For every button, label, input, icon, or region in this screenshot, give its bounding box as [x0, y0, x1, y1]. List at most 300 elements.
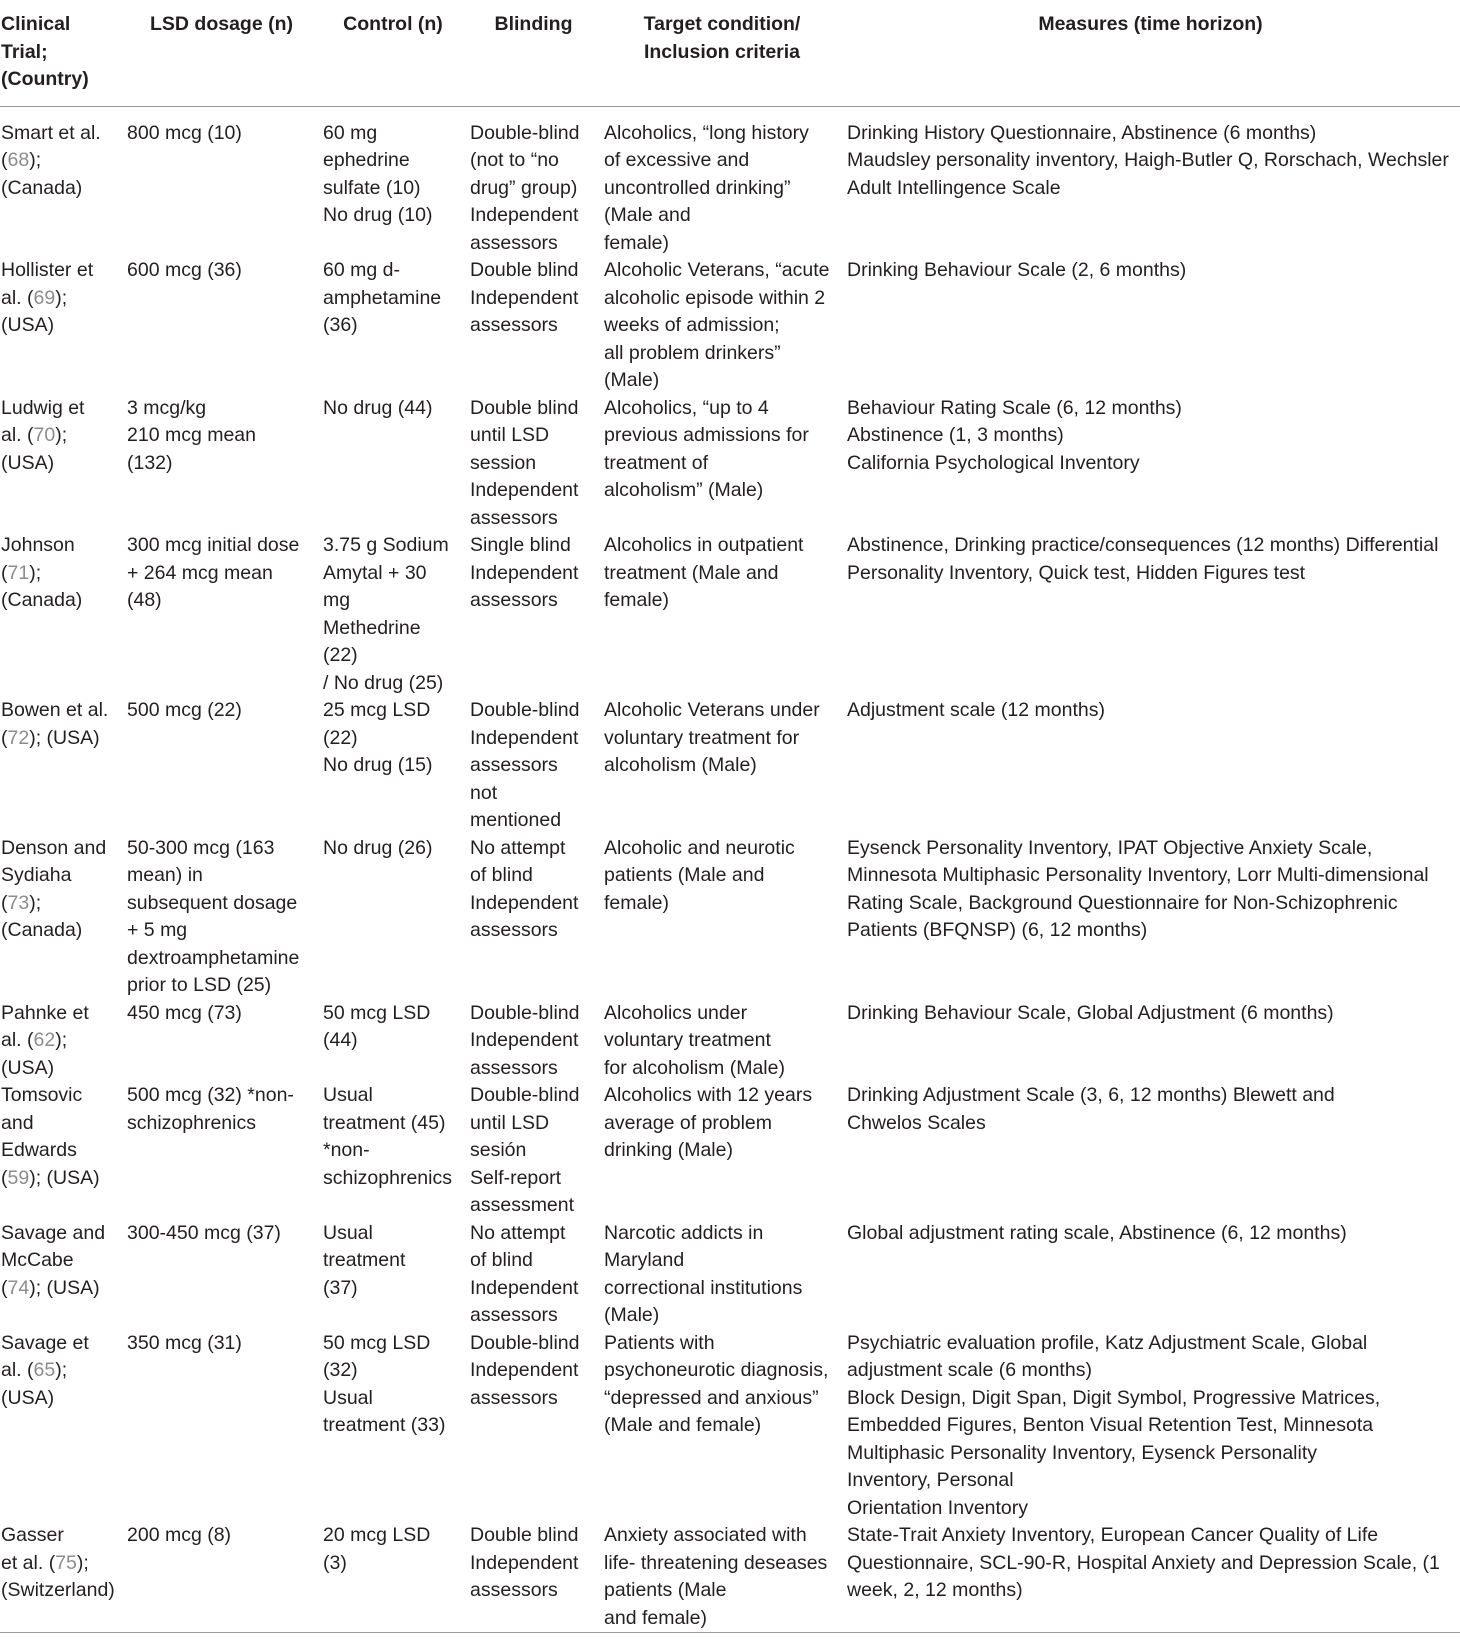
cell-line: (Male and female) [604, 1414, 762, 1436]
table-row [0, 697, 1460, 835]
cell-line: Double-blind [470, 699, 580, 721]
header-lsd-dosage [126, 0, 322, 106]
cell-lsd-dosage [126, 106, 322, 257]
trial-reference-line [1, 890, 122, 918]
cell-line: Drinking History Questionnaire, Abstinence (6 months) [847, 121, 1317, 144]
reference-text: ( [1, 149, 8, 171]
reference-text: ); [76, 1551, 89, 1574]
table-row [0, 835, 1460, 1000]
cell-line: life- threatening deseases [604, 1551, 828, 1574]
cell-line: 500 mcg (32) *non- [127, 1084, 294, 1106]
cell-line: assessors [470, 1579, 558, 1601]
cell-target-condition [603, 1000, 846, 1083]
cell-line: dextroamphetamine [127, 946, 300, 969]
table-header [0, 0, 1460, 106]
cell-line: Bowen et al. [1, 699, 109, 721]
cell-clinical-trial [0, 257, 126, 395]
cell-line: assessors [470, 506, 558, 529]
cell-line: Inventory, Personal [847, 1469, 1014, 1491]
cell-line: (USA) [1, 451, 55, 474]
cell-line: Independent [470, 1359, 579, 1381]
cell-clinical-trial [0, 395, 126, 533]
trial-reference-line [1, 285, 122, 313]
cell-line: (USA) [1, 1386, 55, 1409]
cell-measures [846, 532, 1460, 697]
cell-line: Denson and [1, 836, 107, 859]
cell-clinical-trial [0, 106, 126, 257]
cell-line: drinking (Male) [604, 1139, 733, 1161]
cell-line: 350 mcg (31) [127, 1331, 242, 1354]
cell-control [322, 1522, 469, 1633]
cell-line: assessment [470, 1194, 575, 1216]
cell-line: *non- [323, 1139, 370, 1161]
cell-line: all problem drinkers” [604, 341, 781, 364]
reference-text: al. ( [1, 424, 34, 446]
reference-text: ( [1, 1166, 8, 1189]
reference-text: al. ( [1, 1359, 34, 1381]
trial-reference-line [1, 1550, 122, 1578]
cell-line: of blind [470, 864, 533, 886]
cell-line: assessors [470, 754, 558, 776]
cell-line: Independent [470, 726, 579, 749]
cell-blinding [469, 1000, 603, 1083]
cell-line: assessors [470, 919, 558, 941]
cell-clinical-trial [0, 1522, 126, 1633]
cell-line: Usual [323, 1084, 373, 1106]
cell-line: Abstinence, Drinking practice/consequences (12 months) Differential [847, 534, 1439, 556]
cell-line: Self-report [470, 1166, 562, 1189]
header-row [0, 0, 1460, 106]
reference-number[interactable]: 74 [7, 1276, 30, 1299]
reference-text: ); [55, 1029, 68, 1051]
cell-line: Alcoholics with 12 years [604, 1084, 813, 1106]
reference-number[interactable]: 59 [7, 1166, 30, 1189]
cell-line: Alcoholic Veterans, “acute [604, 259, 830, 281]
cell-line: assessors [470, 1056, 558, 1079]
reference-text: ); (USA) [29, 726, 100, 749]
cell-line: week, 2, 12 months) [847, 1579, 1023, 1601]
cell-line: 300 mcg initial dose [127, 534, 300, 556]
reference-number[interactable]: 71 [7, 561, 30, 584]
cell-line: No drug (26) [323, 836, 433, 859]
cell-control [322, 532, 469, 697]
cell-line: patients (Male [604, 1579, 727, 1601]
cell-line: Drinking Behaviour Scale, Global Adjustment (6 months) [847, 1001, 1334, 1024]
cell-line: (132) [127, 451, 173, 474]
reference-number[interactable]: 70 [33, 424, 56, 446]
cell-line: treatment (45) [323, 1111, 446, 1134]
table-row [0, 1220, 1460, 1330]
cell-measures [846, 395, 1460, 533]
cell-line: 50-300 mcg (163 [127, 836, 275, 859]
cell-line: Global adjustment rating scale, Abstinence (6, 12 months) [847, 1221, 1347, 1244]
cell-line: subsequent dosage [127, 891, 298, 914]
table-body [0, 106, 1460, 1633]
cell-line: Drinking Behaviour Scale (2, 6 months) [847, 259, 1187, 281]
cell-line: (Canada) [1, 589, 83, 611]
cell-line: Independent [470, 1029, 579, 1051]
cell-line: Ludwig et [1, 396, 85, 419]
cell-line: until LSD [470, 424, 550, 446]
header-line: Trial; [1, 40, 48, 63]
cell-line: treatment of [604, 451, 709, 474]
table-row [0, 1000, 1460, 1083]
trial-reference-line [1, 147, 122, 175]
cell-clinical-trial [0, 697, 126, 835]
cell-line: Alcoholics, “long history [604, 121, 809, 144]
cell-line: 50 mcg LSD [323, 1331, 431, 1354]
header-target-condition [603, 0, 846, 106]
cell-line: Alcoholics under [604, 1001, 748, 1024]
cell-line: Chwelos Scales [847, 1111, 986, 1134]
cell-line: alcoholism (Male) [604, 754, 757, 776]
cell-line: voluntary treatment [604, 1029, 771, 1051]
cell-line: and [1, 1111, 34, 1134]
trial-reference-line [1, 1275, 122, 1303]
cell-line: No drug (15) [323, 754, 433, 776]
cell-line: Embedded Figures, Benton Visual Retention Test, Minnesota [847, 1414, 1374, 1436]
cell-target-condition [603, 697, 846, 835]
cell-line: 60 mg d- [323, 259, 400, 281]
cell-control [322, 1000, 469, 1083]
cell-lsd-dosage [126, 532, 322, 697]
cell-target-condition [603, 1522, 846, 1633]
cell-line: Single blind [470, 534, 571, 556]
cell-control [322, 1330, 469, 1523]
reference-number[interactable]: 75 [55, 1551, 77, 1574]
reference-text: ); [55, 424, 68, 446]
reference-text: et al. ( [1, 1551, 56, 1574]
cell-lsd-dosage [126, 697, 322, 835]
cell-line: mg [323, 589, 351, 611]
cell-measures [846, 1330, 1460, 1523]
cell-blinding [469, 395, 603, 533]
cell-line: correctional institutions [604, 1276, 803, 1299]
cell-line: Questionnaire, SCL-90-R, Hospital Anxiety and Depression Scale, (1 [847, 1551, 1440, 1574]
cell-line: 20 mcg LSD [323, 1524, 431, 1546]
cell-line: alcoholic episode within 2 [604, 286, 826, 309]
cell-control [322, 835, 469, 1000]
cell-blinding [469, 1522, 603, 1633]
cell-line: Alcoholics in outpatient [604, 534, 804, 556]
header-line: (Country) [1, 68, 89, 90]
trial-reference-line [1, 560, 122, 588]
cell-measures [846, 1000, 1460, 1083]
cell-line: (22) [323, 726, 358, 749]
cell-line: assessors [470, 314, 558, 336]
cell-line: (48) [127, 589, 162, 611]
reference-number[interactable]: 62 [33, 1029, 56, 1051]
cell-measures [846, 257, 1460, 395]
reference-text: ); [29, 891, 42, 914]
cell-line: 200 mcg (8) [127, 1524, 232, 1546]
cell-line: Sydiaha [1, 864, 72, 886]
reference-text: ); [55, 286, 68, 309]
cell-line: Behaviour Rating Scale (6, 12 months) [847, 396, 1182, 419]
cell-line: schizophrenics [127, 1111, 256, 1134]
cell-line: (not to “no [470, 149, 559, 171]
cell-measures [846, 1082, 1460, 1220]
cell-blinding [469, 532, 603, 697]
cell-line: treatment (33) [323, 1414, 446, 1436]
cell-line: treatment [323, 1249, 406, 1271]
cell-line: Alcoholic and neurotic [604, 836, 795, 859]
cell-line: (22) [323, 644, 358, 666]
cell-line: drug” group) [470, 176, 578, 199]
cell-measures [846, 835, 1460, 1000]
cell-lsd-dosage [126, 1082, 322, 1220]
cell-lsd-dosage [126, 1522, 322, 1633]
cell-target-condition [603, 532, 846, 697]
cell-line: Independent [470, 286, 579, 309]
cell-target-condition [603, 1082, 846, 1220]
cell-line: 50 mcg LSD [323, 1001, 431, 1024]
cell-line: California Psychological Inventory [847, 451, 1140, 474]
cell-line: 60 mg [323, 121, 378, 144]
cell-line: 3 mcg/kg [127, 396, 207, 419]
cell-line: assessors [470, 589, 558, 611]
cell-line: Independent [470, 1276, 579, 1299]
cell-line: (Male and [604, 204, 691, 226]
cell-line: mentioned [470, 809, 562, 831]
cell-line: Alcoholics, “up to 4 [604, 396, 769, 419]
cell-line: Savage et [1, 1331, 89, 1354]
cell-line: Independent [470, 561, 579, 584]
cell-line: assessors [470, 1304, 558, 1326]
cell-target-condition [603, 257, 846, 395]
cell-line: Usual [323, 1221, 373, 1244]
cell-line: Savage and [1, 1221, 106, 1244]
reference-number[interactable]: 68 [7, 149, 30, 171]
cell-measures [846, 1522, 1460, 1633]
reference-text: ); [29, 149, 42, 171]
cell-clinical-trial [0, 1220, 126, 1330]
cell-blinding [469, 835, 603, 1000]
cell-line: McCabe [1, 1249, 74, 1271]
cell-line: female) [604, 589, 670, 611]
header-line: Control (n) [343, 13, 443, 35]
cell-control [322, 395, 469, 533]
cell-control [322, 1220, 469, 1330]
cell-line: 450 mcg (73) [127, 1001, 242, 1024]
reference-text: ); [55, 1359, 68, 1381]
cell-line: female) [604, 231, 670, 254]
cell-line: Double blind [470, 259, 579, 281]
cell-line: assessors [470, 231, 558, 254]
cell-measures [846, 697, 1460, 835]
reference-text: ( [1, 726, 8, 749]
cell-line: Narcotic addicts in [604, 1221, 764, 1244]
cell-line: Adult Intellingence Scale [847, 176, 1061, 199]
cell-line: Methedrine [323, 616, 421, 639]
header-line: Inclusion criteria [643, 40, 801, 63]
cell-line: treatment (Male and [604, 561, 779, 584]
cell-blinding [469, 257, 603, 395]
reference-text: ); [29, 561, 42, 584]
cell-line: adjustment scale (6 months) [847, 1359, 1092, 1381]
reference-text: ); (USA) [29, 1276, 100, 1299]
cell-target-condition [603, 1330, 846, 1523]
cell-line: session [470, 451, 537, 474]
cell-line: average of problem [604, 1111, 773, 1134]
cell-line: 300-450 mcg (37) [127, 1221, 281, 1244]
cell-lsd-dosage [126, 395, 322, 533]
cell-line: Smart et al. [1, 121, 101, 144]
cell-line: ephedrine [323, 149, 410, 171]
cell-target-condition [603, 835, 846, 1000]
cell-line: amphetamine [323, 286, 442, 309]
cell-measures [846, 106, 1460, 257]
cell-clinical-trial [0, 1000, 126, 1083]
cell-line: Johnson [1, 534, 75, 556]
cell-blinding [469, 1330, 603, 1523]
reference-number[interactable]: 72 [7, 726, 30, 749]
cell-line: Edwards [1, 1139, 77, 1161]
cell-line: until LSD [470, 1111, 550, 1134]
cell-line: (USA) [1, 1056, 55, 1079]
cell-line: (32) [323, 1359, 358, 1381]
cell-line: weeks of admission; [604, 314, 780, 336]
cell-target-condition [603, 1220, 846, 1330]
cell-line: prior to LSD (25) [127, 974, 272, 996]
cell-line: No drug (44) [323, 396, 433, 419]
reference-number[interactable]: 73 [7, 891, 30, 914]
cell-target-condition [603, 106, 846, 257]
cell-line: State-Trait Anxiety Inventory, European Cancer Quality of Life [847, 1524, 1379, 1546]
table-row [0, 532, 1460, 697]
cell-line: voluntary treatment for [604, 726, 800, 749]
cell-line: Hollister et [1, 259, 94, 281]
header-line: Blinding [494, 13, 573, 35]
header-clinical-trial [0, 0, 126, 106]
header-blinding [469, 0, 603, 106]
cell-clinical-trial [0, 835, 126, 1000]
reference-text: al. ( [1, 1029, 34, 1051]
cell-line: Orientation Inventory [847, 1496, 1029, 1519]
cell-line: (Male) [604, 1304, 660, 1326]
cell-line: patients (Male and [604, 864, 765, 886]
cell-line: 800 mcg (10) [127, 121, 242, 144]
cell-line: mean) in [127, 864, 203, 886]
cell-line: assessors [470, 1386, 558, 1409]
cell-line: (Canada) [1, 919, 83, 941]
cell-line: Amytal + 30 [323, 561, 427, 584]
header-line: Clinical [1, 13, 71, 35]
cell-line: previous admissions for [604, 424, 809, 446]
trial-reference-line [1, 725, 122, 753]
cell-clinical-trial [0, 532, 126, 697]
cell-line: Pahnke et [1, 1001, 89, 1024]
reference-text: ( [1, 561, 8, 584]
cell-line: (44) [323, 1029, 358, 1051]
cell-line: and female) [604, 1606, 707, 1629]
cell-blinding [469, 697, 603, 835]
cell-control [322, 1082, 469, 1220]
cell-line: Maryland [604, 1249, 685, 1271]
cell-line: (36) [323, 314, 358, 336]
cell-lsd-dosage [126, 1220, 322, 1330]
cell-line: alcoholism” (Male) [604, 479, 764, 501]
cell-blinding [469, 1220, 603, 1330]
cell-line: + 5 mg [127, 919, 188, 941]
cell-line: 25 mcg LSD [323, 699, 431, 721]
cell-line: of excessive and [604, 149, 750, 171]
cell-line: 3.75 g Sodium [323, 534, 449, 556]
table-row [0, 257, 1460, 395]
table-row [0, 395, 1460, 533]
table-row [0, 1330, 1460, 1523]
cell-line: (USA) [1, 314, 55, 336]
reference-number[interactable]: 69 [33, 286, 56, 309]
cell-blinding [469, 106, 603, 257]
table-row [0, 1082, 1460, 1220]
cell-line: No drug (10) [323, 204, 433, 226]
table-row [0, 106, 1460, 257]
cell-line: Independent [470, 1551, 579, 1574]
header-control [322, 0, 469, 106]
cell-line: Maudsley personality inventory, Haigh-Butler Q, Rorschach, Wechsler [847, 149, 1449, 171]
cell-line: (Switzerland) [1, 1579, 115, 1601]
cell-line: Double blind [470, 396, 579, 419]
cell-line: 500 mcg (22) [127, 699, 242, 721]
cell-line: (Canada) [1, 176, 83, 199]
cell-line: (Male) [604, 369, 660, 391]
cell-line: not [470, 781, 498, 804]
cell-lsd-dosage [126, 1000, 322, 1083]
header-line: Target condition/ [643, 13, 801, 35]
cell-line: Tomsovic [1, 1084, 83, 1106]
cell-line: sesión [470, 1139, 527, 1161]
cell-line: Anxiety associated with [604, 1524, 807, 1546]
trial-reference-line [1, 422, 122, 450]
cell-line: No attempt [470, 836, 566, 859]
cell-line: Eysenck Personality Inventory, IPAT Objective Anxiety Scale, [847, 836, 1373, 859]
cell-line: Independent [470, 479, 579, 501]
header-line: Measures (time horizon) [1038, 13, 1263, 35]
cell-line: Patients (BFQNSP) (6, 12 months) [847, 919, 1148, 941]
cell-target-condition [603, 395, 846, 533]
reference-number[interactable]: 65 [33, 1359, 56, 1381]
header-measures [846, 0, 1460, 106]
cell-line: (37) [323, 1276, 358, 1299]
trial-reference-line [1, 1165, 122, 1193]
cell-line: 600 mcg (36) [127, 259, 242, 281]
cell-line: Alcoholic Veterans under [604, 699, 820, 721]
cell-blinding [469, 1082, 603, 1220]
cell-line: Block Design, Digit Span, Digit Symbol, Progressive Matrices, [847, 1386, 1381, 1409]
header-line: LSD dosage (n) [149, 13, 293, 35]
table-row [0, 1522, 1460, 1633]
cell-lsd-dosage [126, 835, 322, 1000]
cell-clinical-trial [0, 1330, 126, 1523]
cell-line: schizophrenics [323, 1166, 452, 1189]
cell-line: Double-blind [470, 1331, 580, 1354]
reference-text: ( [1, 891, 8, 914]
cell-control [322, 257, 469, 395]
cell-line: Double-blind [470, 121, 580, 144]
cell-line: Multiphasic Personality Inventory, Eysenck Personality [847, 1441, 1318, 1464]
cell-line: Personality Inventory, Quick test, Hidden Figures test [847, 561, 1306, 584]
cell-line: 210 mcg mean [127, 424, 256, 446]
cell-control [322, 697, 469, 835]
cell-clinical-trial [0, 1082, 126, 1220]
cell-line: Minnesota Multiphasic Personality Inventory, Lorr Multi-dimensional [847, 864, 1429, 886]
cell-line: No attempt [470, 1221, 566, 1244]
reference-text: ( [1, 1276, 8, 1299]
cell-line: (3) [323, 1551, 347, 1574]
cell-line: psychoneurotic diagnosis, [604, 1359, 829, 1381]
cell-line: Patients with [604, 1331, 715, 1354]
